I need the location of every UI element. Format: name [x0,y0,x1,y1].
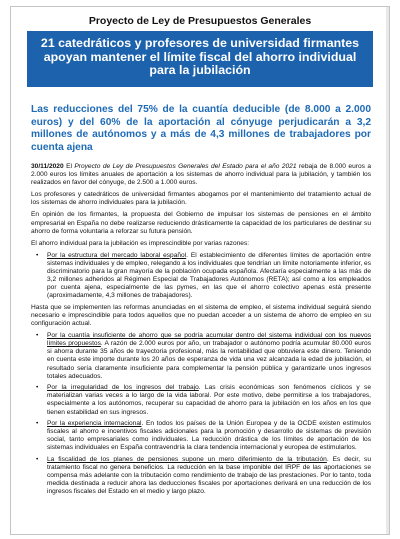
intro-text: rebaja de 8.000 euros a 2.000 euros los límites anuales de aportación a los sistemas de ahorro individual para la jubilación, y también los realizados en favor del cónyuge, de 2.500 a 1.000 euros. [31,163,372,187]
reason-item [47,252,371,301]
opinion-paragraph: En opinión de los firmantes, la propuesta del Gobierno de impulsar los sistemas de pensiones en el ámbito empresarial en España no debe realizarse reduciendo drásticamente la capacidad de los particulares de destinar su ahorro de forma voluntaria a reforzar su futura pensión. [31,211,371,235]
document-page [10,6,390,535]
reason-item [47,420,371,452]
reason-heading: Por la cuantía insuficiente de ahorro que se podría acumular dentro del sistema individual con los nuevos límites propuestos [47,332,371,348]
reason-heading: Por la experiencia internacional [47,420,142,428]
document-header: Proyecto de Ley de Presupuestos Generales [88,15,312,27]
document-body [31,163,371,500]
reasons-intro: El ahorro individual para la jubilación es imprescindible por varias razones: [31,239,250,247]
publication-date: 30/11/2020 [31,163,64,170]
reason-text: . Es decir, su tratamiento fiscal no genera beneficios. La reducción en la base imponible del IRPF de las aportaciones se compensa más adelante con la tributación como rendimiento de trabajo de las prestaciones. Por lo tanto, toda medida destinada a reducir ahora las deducciones fiscales por aportaciones derivará en una reducción de los ingresos fiscales del Estado en el medio y largo plazo. [47,456,371,496]
reason-heading: Por la estructura del mercado laboral español [47,251,187,259]
page-edge-shadow [386,7,389,534]
reason-text: . Las crisis económicas son fenómenos cíclicos y se materializan varias veces a lo largo de la vida laboral. Por este motivo, debe permitirse a los trabajadores, especialmente a los autónomos, recuperar su capacidad de ahorro para la jubilación en los años en los que tienen estabilidad en sus ingresos. [47,384,371,416]
reason-text: . El establecimiento de diferentes límites de aportación entre sistemas individuales y de empleo, relegando a los individuales que tendrían un límite notoriamente inferior, es discriminatorio para la gran mayoría de la población ocupada española. Afectaría especialmente a las más de 3,2 millones adheridos al Régimen Especial de Trabajadores Autónomos (RETA); así como a los empleados por cuenta ajena, especialmente de las pymes, en las que el ahorro colectivo apenas está presente (aproximadamente, 4,3 millones de trabajadores). [47,251,371,300]
headline-banner: 21 catedráticos y profesores de universidad firmantes apoyan mantener el límite fiscal del ahorro individual para la jubilación [27,31,373,87]
reason-text: . A razón de 2.000 euros por año, un trabajador o autónomo podría acumular 80.000 euros si ahorra durante 35 años de trayectoria profesional, más la rentabilidad que obtuviera este dinero. Teniendo en cuenta este importe durante los 20 años de esperanza de vida una vez alcanzada la edad de jubilación, el resultado sería claramente insuficiente para complementar la pensión pública y garantizarle unos ingresos totales adecuados. [47,340,371,380]
reason-heading: La fiscalidad de los planes de pensiones supone un mero diferimiento de la tributación [47,456,327,463]
reason-heading: Por la irregularidad de los ingresos del trabajo [47,384,199,392]
reason-continuation: Hasta que se implementen las reformas anunciadas en el sistema de empleo, el sistema individual seguirá siendo necesario e imprescindible para todos aquellos que no puedan acceder a un sistema de ahorro de empleo en su configuración actual. [31,303,371,328]
position-paragraph: Los profesores y catedráticos de universidad firmantes abogamos por el mantenimiento del tratamiento actual de los sistemas de ahorro individuales para la jubilación. [31,191,371,207]
bill-title: Proyecto de Ley de Presupuestos Generales del Estado para el año 2021 [74,163,297,170]
reasons-list [31,252,371,301]
reason-item [47,332,371,381]
reason-item [47,456,371,496]
reason-text: . En todos los países de la Unión Europea y de la OCDE existen estímulos fiscales al ahorro e incentivos fiscales adicionales para la promoción y desarrollo de sistemas de previsión social, tanto empresariales como individuales. La reducción drástica de los límites de aportación de los sistemas individuales en España contravendría la clara tendencia internacional y europea de estimularlos. [47,420,371,452]
reason-item [47,384,371,416]
reasons-list-continued [31,332,371,496]
lead-paragraph: Las reducciones del 75% de la cuantía deducible (de 8.000 a 2.000 euros) y del 60% de la aportación al cónyuge perjudicarán a 3,2 millones de autónomos y a más de 4,3 millones de trabajadores por cuenta ajena [31,104,371,153]
intro-paragraph: 30/11/2020 El Proyecto de Ley de Presupuestos Generales del Estado para el año 2021 rebaja de 8.000 euros a 2.000 euros los límites anuales de aportación a los sistemas de ahorro individual para la jubilación, y también los realizados en favor del cónyuge, de 2.500 a 1.000 euros. [31,163,372,187]
